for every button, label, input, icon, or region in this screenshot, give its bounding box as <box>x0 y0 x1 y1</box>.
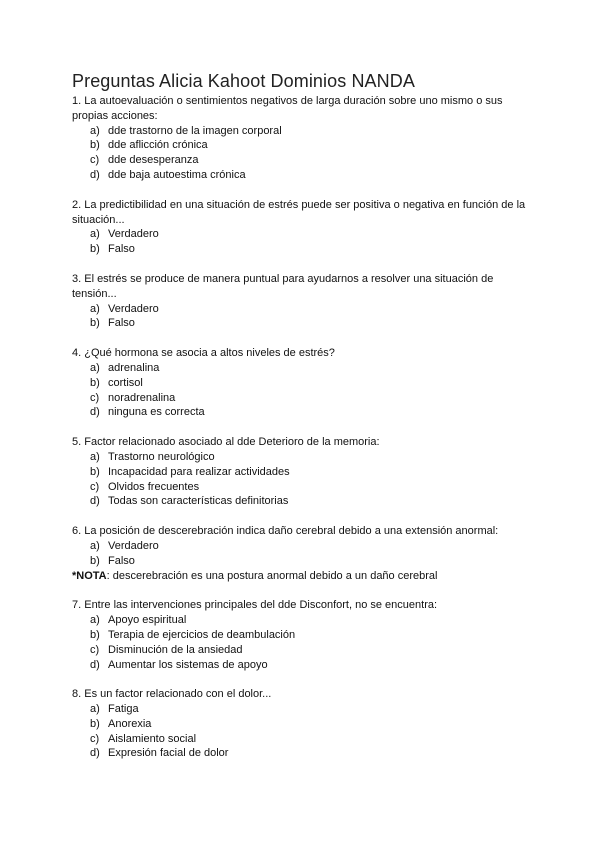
option-item <box>72 316 532 331</box>
option-text: Aislamiento social <box>108 732 197 745</box>
option-text: cortisol <box>108 376 143 389</box>
option-item <box>72 494 532 509</box>
option-text: Falso <box>108 243 135 256</box>
option-text: Trastorno neurológico <box>108 450 215 463</box>
option-text: Fatiga <box>108 703 139 716</box>
option-item <box>72 168 532 183</box>
options-list <box>72 302 532 332</box>
option-letter: a) <box>90 228 100 241</box>
option-letter: a) <box>90 124 100 137</box>
option-text: Aumentar los sistemas de apoyo <box>108 658 268 671</box>
document-content <box>72 70 532 776</box>
option-item <box>72 539 532 554</box>
option-text: Todas son características definitorias <box>108 495 289 508</box>
option-text: Olvidos frecuentes <box>108 480 200 493</box>
option-letter: c) <box>90 391 100 404</box>
note-text: : descerebración es una postura anormal debido a un daño cerebral <box>106 569 438 582</box>
option-item <box>72 732 532 747</box>
question-7 <box>72 598 532 672</box>
option-text: Apoyo espiritual <box>108 614 187 627</box>
note-label: *NOTA <box>72 569 107 582</box>
option-text: ninguna es correcta <box>108 406 205 419</box>
question-6 <box>72 524 532 583</box>
option-letter: b) <box>90 717 100 730</box>
question-text: 1. La autoevaluación o sentimientos negativos de larga duración sobre uno mismo o sus propias acciones: <box>72 95 503 122</box>
option-letter: d) <box>90 406 100 419</box>
options-list <box>72 361 532 420</box>
question-text: 8. Es un factor relacionado con el dolor... <box>72 688 272 701</box>
question-3 <box>72 272 532 331</box>
question-text: 4. ¿Qué hormona se asocia a altos niveles de estrés? <box>72 347 335 360</box>
option-item <box>72 138 532 153</box>
question-text: 7. Entre las intervenciones principales del dde Disconfort, no se encuentra: <box>72 599 438 612</box>
option-letter: d) <box>90 168 100 181</box>
options-list <box>72 702 532 761</box>
option-item <box>72 628 532 643</box>
option-item <box>72 376 532 391</box>
option-letter: a) <box>90 703 100 716</box>
question-text: 2. La predictibilidad en una situación de estrés puede ser positiva o negativa en función de la situación... <box>72 198 526 226</box>
question-text: 6. La posición de descerebración indica daño cerebral debido a una extensión anormal: <box>72 525 499 538</box>
option-letter: b) <box>90 554 100 567</box>
option-text: Falso <box>108 554 135 567</box>
option-item <box>72 613 532 628</box>
options-list <box>72 227 532 257</box>
option-item <box>72 405 532 420</box>
option-letter: d) <box>90 495 100 508</box>
question-text: 5. Factor relacionado asociado al dde Deterioro de la memoria: <box>72 436 380 449</box>
option-text: adrenalina <box>108 361 160 374</box>
option-text: Terapia de ejercicios de deambulación <box>108 628 296 641</box>
option-text: noradrenalina <box>108 391 176 404</box>
options-list <box>72 124 532 183</box>
option-text: Anorexia <box>108 717 152 730</box>
option-text: Verdadero <box>108 302 159 315</box>
option-item <box>72 242 532 257</box>
question-2 <box>72 198 532 257</box>
option-item <box>72 465 532 480</box>
option-letter: c) <box>90 480 100 493</box>
option-letter: a) <box>90 361 100 374</box>
option-letter: b) <box>90 628 100 641</box>
option-letter: b) <box>90 317 100 330</box>
option-item <box>72 717 532 732</box>
option-text: Disminución de la ansiedad <box>108 643 243 656</box>
question-4 <box>72 346 532 420</box>
option-letter: a) <box>90 450 100 463</box>
option-letter: c) <box>90 732 100 745</box>
option-text: Expresión facial de dolor <box>108 747 229 760</box>
option-item <box>72 643 532 658</box>
option-item <box>72 227 532 242</box>
option-letter: d) <box>90 658 100 671</box>
option-item <box>72 361 532 376</box>
option-letter: a) <box>90 539 100 552</box>
document-title: Preguntas Alicia Kahoot Dominios NANDA <box>72 71 415 91</box>
option-item <box>72 702 532 717</box>
option-item <box>72 480 532 495</box>
question-text: 3. El estrés se produce de manera puntual para ayudarnos a resolver una situación de tensión... <box>72 272 494 300</box>
option-letter: b) <box>90 376 100 389</box>
options-list <box>72 539 532 569</box>
option-text: dde desesperanza <box>108 154 199 167</box>
option-item <box>72 153 532 168</box>
option-text: Falso <box>108 317 135 330</box>
option-letter: c) <box>90 643 100 656</box>
option-item <box>72 746 532 761</box>
question-1 <box>72 94 532 183</box>
option-text: Verdadero <box>108 228 159 241</box>
option-letter: b) <box>90 465 100 478</box>
option-letter: a) <box>90 302 100 315</box>
question-5 <box>72 435 532 509</box>
options-list <box>72 450 532 509</box>
option-item <box>72 124 532 139</box>
option-item <box>72 450 532 465</box>
option-letter: c) <box>90 154 100 167</box>
option-letter: d) <box>90 747 100 760</box>
option-letter: b) <box>90 139 100 152</box>
option-text: dde aflicción crónica <box>108 139 208 152</box>
option-text: dde trastorno de la imagen corporal <box>108 124 282 137</box>
option-text: dde baja autoestima crónica <box>108 168 246 181</box>
option-item <box>72 391 532 406</box>
option-item <box>72 302 532 317</box>
option-letter: a) <box>90 614 100 627</box>
question-8 <box>72 687 532 761</box>
note <box>72 569 532 584</box>
options-list <box>72 613 532 672</box>
option-text: Verdadero <box>108 539 159 552</box>
option-item <box>72 554 532 569</box>
option-text: Incapacidad para realizar actividades <box>108 465 290 478</box>
option-letter: b) <box>90 243 100 256</box>
option-item <box>72 658 532 673</box>
